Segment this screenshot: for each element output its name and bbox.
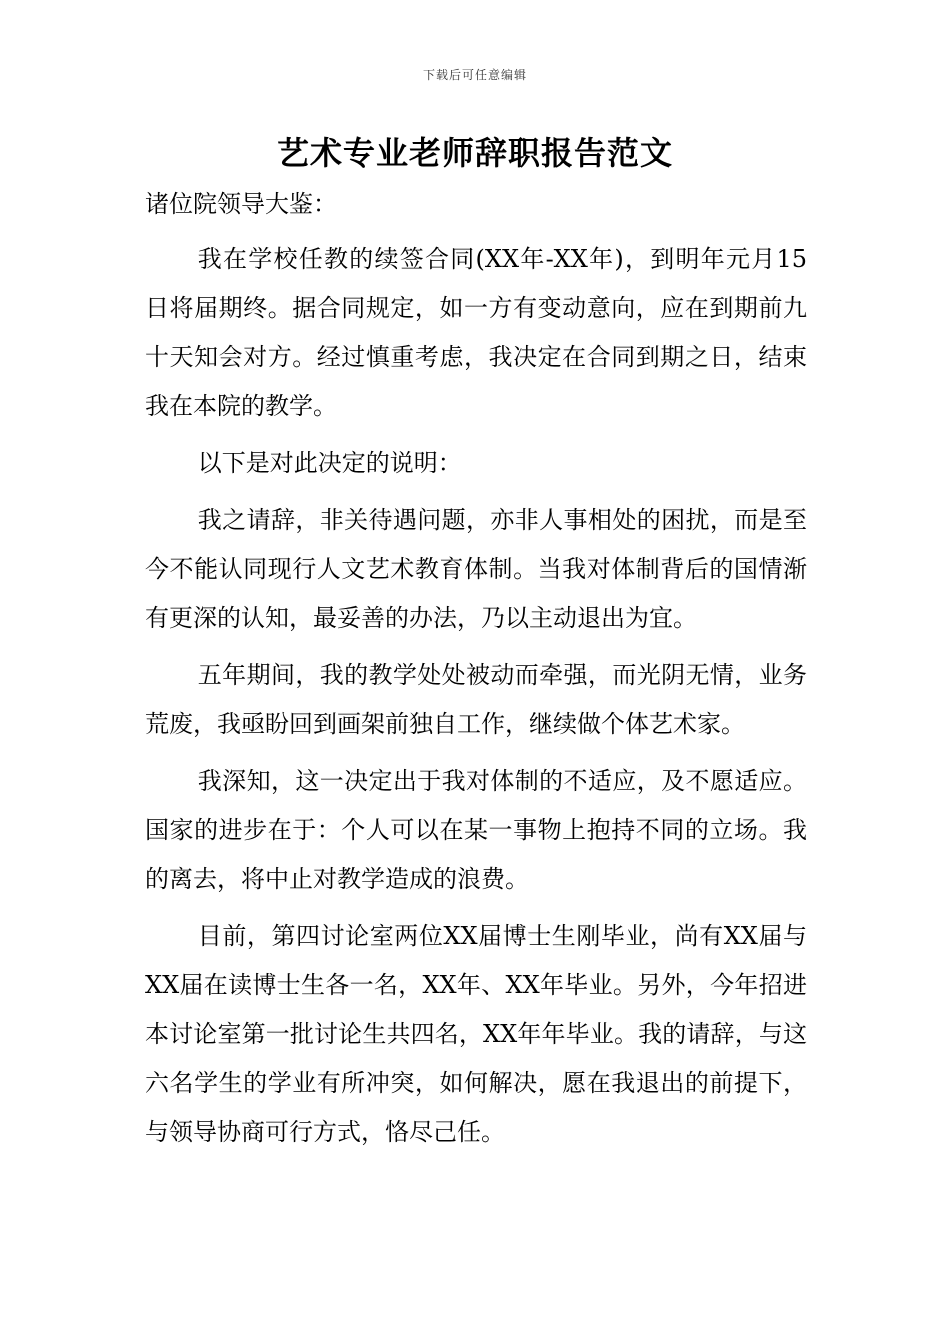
- header-note: 下载后可任意编辑: [422, 68, 527, 82]
- salutation: 诸位院领导大鉴：: [145, 190, 337, 218]
- paragraph-contract: 我在学校任教的续签合同(XX年-XX年)，到明年元月15 日将届期终。据合同规定，如一方有变动意向，应在到期前九十天知会对方。经过慎重考虑，我决定在合同到期之日，结束我在本院的教学。: [145, 245, 807, 420]
- paragraph-intro-explanation: 以下是对此决定的说明：: [197, 449, 462, 477]
- paragraph-reason: 我之请辞，非关待遇问题，亦非人事相处的困扰，而是至今不能认同现行人文艺术教育体制。当我对体制背后的国情渐有更深的认知，最妥善的办法，乃以主动退出为宜。: [145, 506, 807, 632]
- document-body: [145, 180, 807, 1165]
- paragraph-students: 目前，第四讨论室两位XX届博士生刚毕业，尚有XX届与 XX届在读博士生各一名，XX年、XX年毕业。另外，今年招进本讨论室第一批讨论生共四名，XX年年毕业。我的请辞，与这六名学生的学业有所冲突，如何解决，愿在我退出的前提下，与领导协商可行方式，恪尽己任。: [145, 922, 807, 1146]
- paragraph-understanding: 我深知，这一决定出于我对体制的不适应，及不愿适应。国家的进步在于：个人可以在某一事物上抱持不同的立场。我的离去，将中止对教学造成的浪费。: [145, 767, 807, 893]
- paragraph-five-years: 五年期间，我的教学处处被动而牵强，而光阴无情，业务荒废，我亟盼回到画架前独自工作，继续做个体艺术家。: [145, 661, 807, 738]
- document-title: 艺术专业老师辞职报告范文: [276, 134, 673, 172]
